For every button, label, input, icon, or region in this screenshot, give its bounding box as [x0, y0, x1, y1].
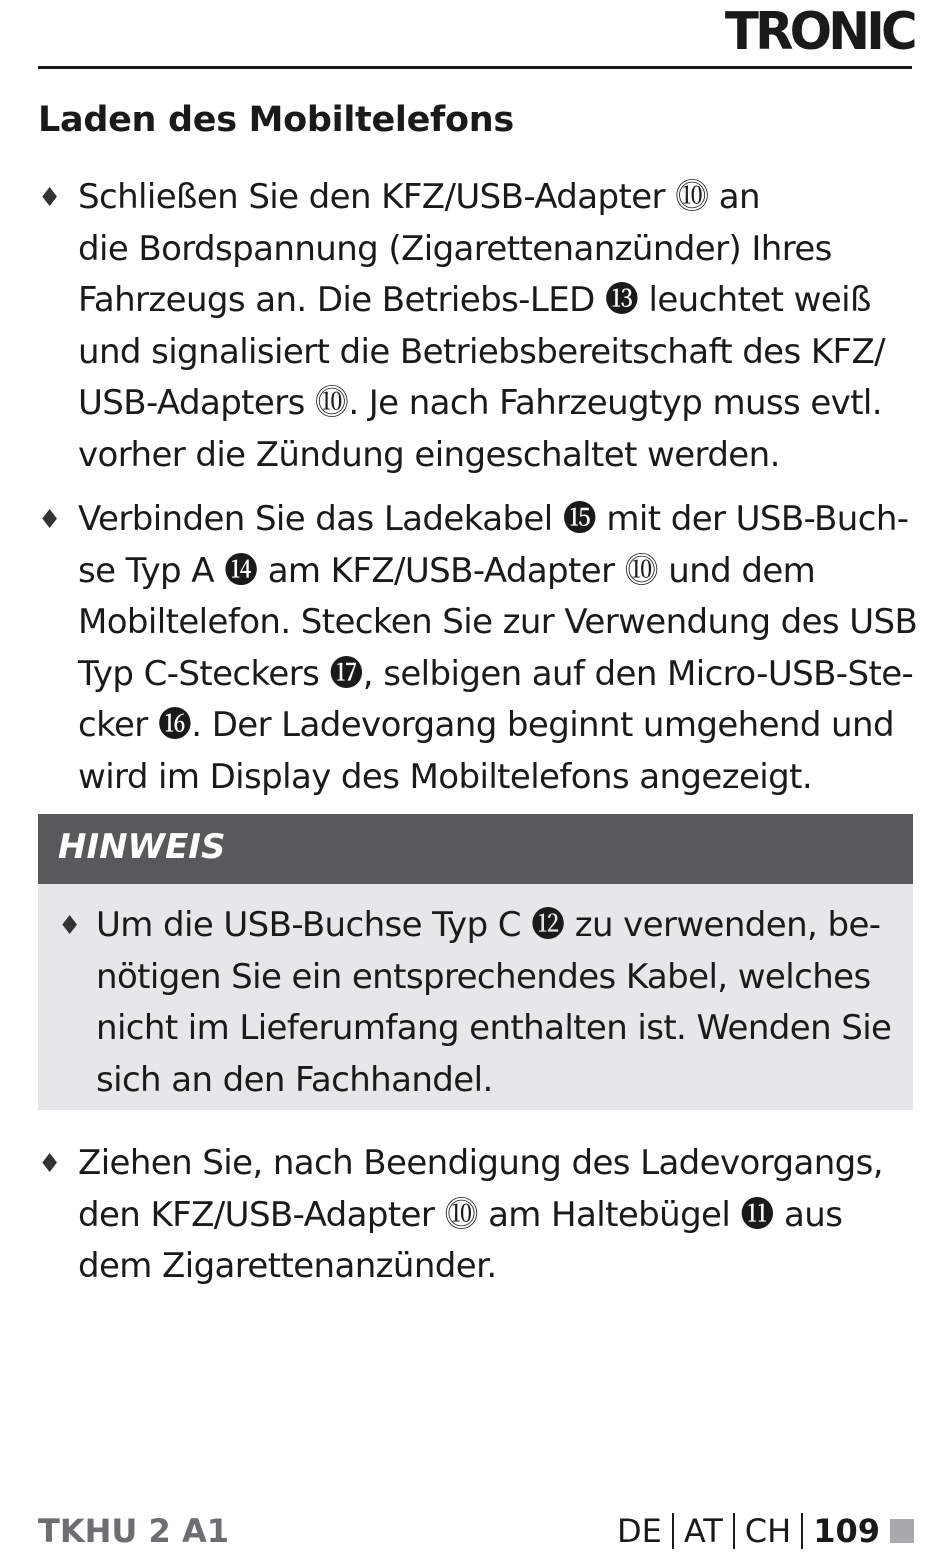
note-text: Um die USB-Buchse Typ C ⓬ zu verwenden, be- nötigen Sie ein entsprechendes Kabel, welches nicht im Lieferumfang enthalten ist. Wenden Sie sich an den Fachhandel.	[96, 905, 892, 1100]
list-item-text: Ziehen Sie, nach Beendigung des Ladevorgangs, den KFZ/USB-Adapter ⓾ am Haltebügel ⓫ aus dem Zigarettenanzünder.	[78, 1143, 883, 1286]
bullet-diamond-icon: ♦	[38, 1149, 62, 1179]
list-item-text: Verbinden Sie das Ladekabel ⓯ mit der USB-Buch- se Typ A ⓮ am KFZ/USB-Adapter ⓾ und dem Mobiltelefon. Stecken Sie zur Verwendung des USB Typ C-Steckers ⓱, selbigen auf den Micro-USB-Ste- cker ⓰. Der Ladevorgang beginnt umgehend und wird im Display des Mobiltelefons angezeigt.	[78, 499, 918, 797]
note-header	[38, 814, 913, 884]
bullet-diamond-icon: ♦	[38, 183, 62, 213]
separator	[672, 1513, 674, 1549]
page-number: 109	[813, 1512, 880, 1550]
country-code: DE	[616, 1512, 662, 1550]
section-title: Laden des Mobiltelefons	[38, 100, 514, 140]
note-body	[38, 884, 913, 1110]
square-icon	[890, 1519, 914, 1543]
country-code: CH	[744, 1512, 792, 1550]
note-label: HINWEIS	[58, 827, 226, 867]
model-number: TKHU 2 A1	[38, 1512, 229, 1550]
list-item-text: Schließen Sie den KFZ/USB-Adapter ⓾ an die Bordspannung (Zigarettenanzünder) Ihres Fahrzeugs an. Die Betriebs-LED ⓭ leuchtet weiß und signalisiert die Betriebsbereitschaft des KFZ/ USB-Adapters ⓾. Je nach Fahrzeugtyp muss evtl. vorher die Zündung eingeschaltet werden.	[78, 177, 886, 475]
separator	[801, 1513, 803, 1549]
list-item	[38, 1138, 918, 1293]
country-code: AT	[683, 1512, 723, 1550]
bullet-diamond-icon: ♦	[38, 505, 62, 535]
list-item	[38, 494, 918, 803]
list-item	[38, 172, 918, 481]
header-rule	[38, 66, 912, 69]
footer-meta	[617, 1512, 914, 1550]
bullet-diamond-icon: ♦	[58, 911, 82, 941]
separator	[733, 1513, 735, 1549]
brand-logo: TRONIC	[725, 2, 914, 62]
